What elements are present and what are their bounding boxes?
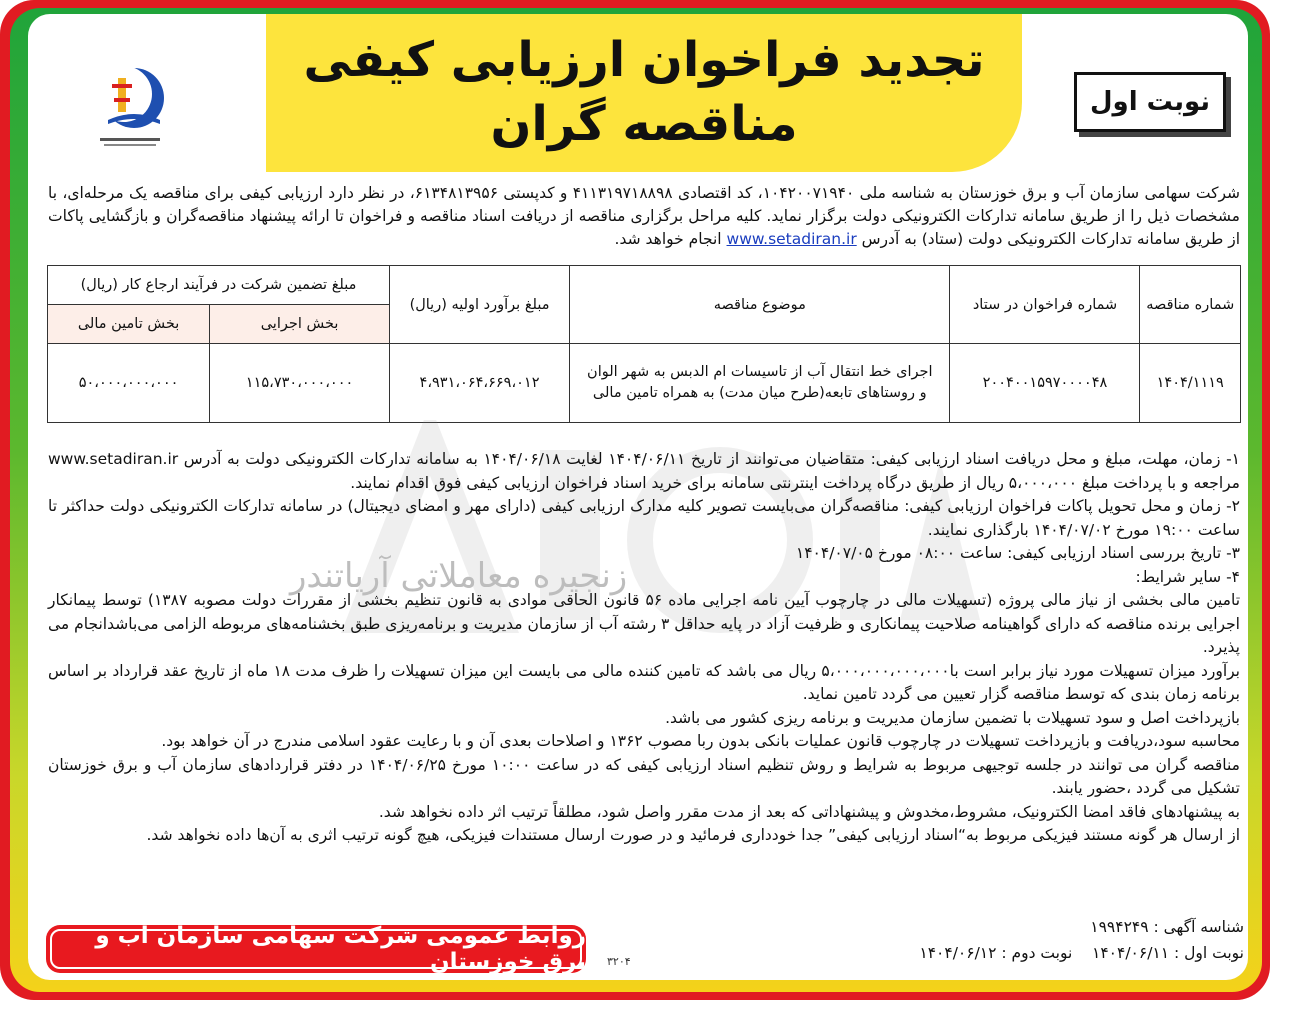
footer-info	[919, 914, 1244, 966]
setad-link[interactable]: www.setadiran.ir	[726, 230, 857, 248]
ad-code: ۳۲۰۴	[607, 955, 631, 968]
header-estimate: مبلغ برآورد اولیه (ریال)	[389, 266, 569, 344]
cell-subject: اجرای خط انتقال آب از تاسیسات ام الدبس به شهر الوان و روستاهای تابعه(طرح میان مدت) به همراه تامین مالی	[570, 344, 950, 423]
header-guarantee: مبلغ تضمین شرکت در فرآیند ارجاع کار (ریال)	[48, 266, 390, 305]
cell-call-no: ۲۰۰۴۰۰۱۵۹۷۰۰۰۰۴۸	[950, 344, 1140, 423]
condition-8: محاسبه سود،دریافت و بازپرداخت تسهیلات در چارچوب قانون عملیات بانکی بدون ربا مصوب ۱۳۶۲ و اصلاحات بعدی آن و با رعایت عقود اسلامی مندرج در آن خواهد بود.	[161, 732, 1240, 750]
second-round-label: نوبت دوم :	[1001, 944, 1073, 962]
cell-finance-part: ۵۰،۰۰۰،۰۰۰،۰۰۰	[48, 344, 210, 423]
title-line-1: تجدید فراخوان ارزیابی کیفی	[303, 32, 985, 88]
cell-exec-part: ۱۱۵،۷۳۰،۰۰۰،۰۰۰	[210, 344, 390, 423]
publisher-banner	[46, 925, 586, 973]
condition-10: به پیشنهادهای فاقد امضا الکترونیک، مشروط،مخدوش و پیشنهاداتی که بعد از مدت مقرر واصل شود، مطلقاً ترتیب اثر داده نخواهد شد.	[378, 802, 1240, 821]
tender-table	[47, 265, 1241, 423]
condition-3: ۳- تاریخ بررسی اسناد ارزیابی کیفی: ساعت ۰۸:۰۰ مورخ ۱۴۰۴/۰۷/۰۵	[795, 544, 1240, 562]
header-tender-no: شماره مناقصه	[1140, 266, 1241, 344]
ad-id-value: ۱۹۹۴۲۴۹	[1090, 918, 1149, 936]
header-exec-part: بخش اجرایی	[210, 305, 390, 344]
condition-4: ۴- سایر شرایط:	[1135, 567, 1240, 586]
publisher-text: روابط عمومی شرکت سهامی سازمان آب و برق خوزستان	[95, 923, 586, 975]
intro-paragraph	[48, 182, 1240, 251]
company-logo	[90, 58, 170, 158]
condition-1: ۱- زمان، مهلت، مبلغ و محل دریافت اسناد ارزیابی کیفی: متقاضیان می‌توانند از تاریخ ۱۴۰۴/۰۶/۱۱ لغایت ۱۴۰۴/۰۶/۱۸ به سامانه تدارکات الکترونیکی دولت به آدرس www.setadiran.ir مراجعه و با پرداخت مبلغ ۵،۰۰۰،۰۰۰ ریال از طریق درگاه پرداخت اینترنتی سامانه برای خرید اسناد فراخوان ارزیابی کیفی فوق اقدام نمایند.	[48, 450, 1240, 492]
dates-line	[919, 940, 1244, 966]
intro-text: شرکت سهامی سازمان آب و برق خوزستان به شناسه ملی ۱۰۴۲۰۰۷۱۹۴۰، کد اقتصادی ۴۱۱۳۱۹۷۱۸۸۹۸ و کدپستی ۶۱۳۴۸۱۳۹۵۶، در نظر دارد ارزیابی کیفی برای مناقصه یک مرحله‌ای، با مشخصات ذیل را از طریق سامانه تدارکات الکترونیکی دولت برگزار نماید. کلیه مراحل برگزاری مناقصه از دریافت اسناد مناقصه و فراخوان تا ارائه پیشنهاد مناقصه‌گران و بازگشایی پاکات از طریق سامانه تدارکات الکترونیکی دولت (ستاد) به آدرس	[48, 184, 1241, 248]
first-round-label: نوبت اول :	[1174, 944, 1244, 962]
condition-6: برآورد میزان تسهیلات مورد نیاز برابر است با۵،۰۰۰،۰۰۰،۰۰۰،۰۰۰ ریال می باشد که تامین کننده مالی می بایست این میزان تسهیلات را ظرف مدت ۱۸ ماه از تاریخ عقد قرارداد بر اساس برنامه زمان بندی که توسط مناقصه گزار تعیین می گردد تامین نماید.	[48, 661, 1240, 703]
second-round-date: ۱۴۰۴/۰۶/۱۲	[919, 944, 997, 962]
first-round-badge: نوبت اول	[1074, 72, 1226, 132]
watermark-text: زنجیره معاملاتی آریاتندر	[290, 556, 628, 596]
publisher-banner-border	[50, 929, 582, 969]
condition-11: از ارسال هر گونه مستند فیزیکی مربوط به“اسناد ارزیابی کیفی” جدا خودداری فرمائید و در صورت ارسال مستندات فیزیکی، هیچ گونه ترتیب اثری به آن‌ها داده نخواهد شد.	[146, 826, 1240, 844]
ad-id-label: شناسه آگهی :	[1153, 918, 1244, 936]
header-finance-part: بخش تامین مالی	[48, 305, 210, 344]
conditions-body	[48, 448, 1240, 848]
header-subject: موضوع مناقصه	[570, 266, 950, 344]
condition-2: ۲- زمان و محل تحویل پاکات فراخوان ارزیابی کیفی: مناقصه‌گران می‌بایست تصویر کلیه مدارک ارزیابی کیفی (دارای مهر و امضای دیجیتال) در سامانه تدارکات الکترونیکی دولت حداکثر تا ساعت ۱۹:۰۰ مورخ ۱۴۰۴/۰۷/۰۲ بارگذاری نمایند.	[48, 497, 1240, 539]
condition-9: مناقصه گران می توانند در جلسه توجیهی مربوط به شرایط و روش تنظیم اسناد ارزیابی کیفی که در ساعت ۱۰:۰۰ مورخ ۱۴۰۴/۰۶/۲۵ در دفتر قراردادهای سازمان آب و برق خوزستان تشکیل می گردد ،حضور یابند.	[48, 755, 1240, 797]
first-round-date: ۱۴۰۴/۰۶/۱۱	[1092, 944, 1170, 962]
cell-tender-no: ۱۴۰۴/۱۱۱۹	[1140, 344, 1241, 423]
ad-id-line	[919, 914, 1244, 940]
title-line-2: مناقصه گران	[490, 96, 798, 152]
condition-5: تامین مالی بخشی از نیاز مالی پروژه (تسهیلات مالی در چارچوب آیین نامه اجرایی ماده ۵۶ قانون الحاقی موادی به قانون تنظیم بخشی از مقررات دولت مصوبه ۱۳۸۷) توسط پیمانکار اجرایی برنده مناقصه که دارای گواهینامه صلاحیت پیمانکاری و ظرفیت آزاد در پایه حداقل ۳ رشته آب از سازمان مدیریت و برنامه‌ریزی طبق بخشنامه‌های مربوطه الزامی می‌باشدانجام می پذیرد.	[48, 591, 1241, 656]
intro-text-end: انجام خواهد شد.	[614, 230, 722, 248]
cell-estimate: ۴،۹۳۱،۰۶۴،۶۶۹،۰۱۲	[389, 344, 569, 423]
header-call-no: شماره فراخوان در ستاد	[950, 266, 1140, 344]
condition-7: بازپرداخت اصل و سود تسهیلات با تضمین سازمان مدیریت و برنامه ریزی کشور می باشد.	[665, 708, 1240, 727]
